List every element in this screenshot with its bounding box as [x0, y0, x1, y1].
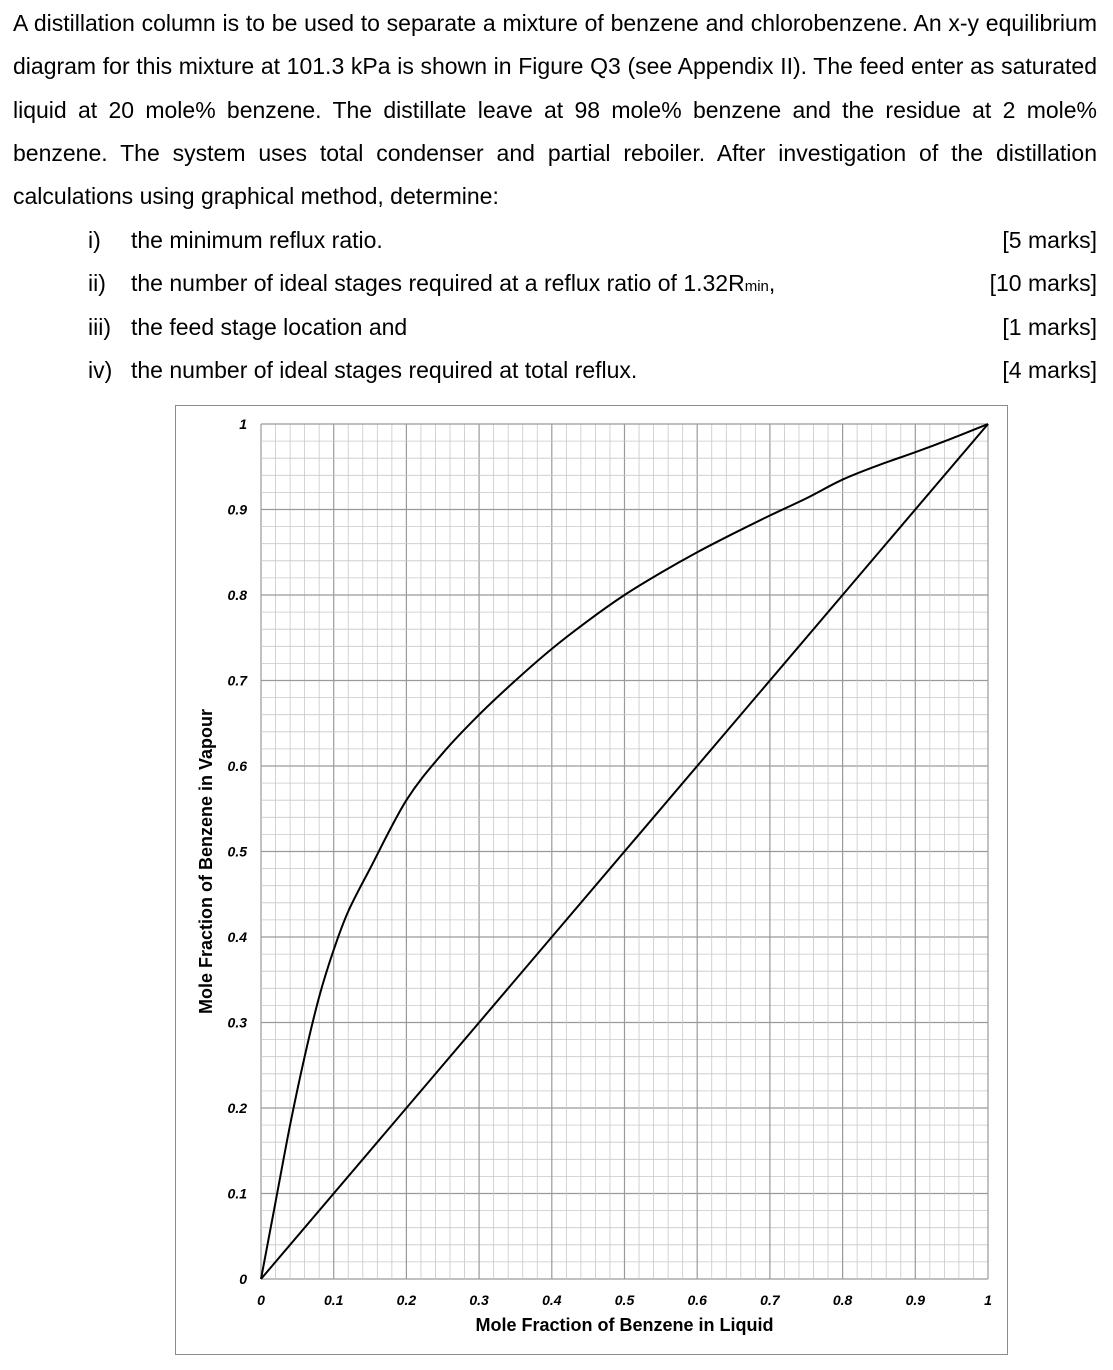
x-tick-label: 0.7: [760, 1292, 780, 1308]
x-tick-label: 0.3: [469, 1292, 489, 1308]
item-suffix: ,: [768, 270, 776, 297]
item-text: the minimum reflux ratio.: [131, 227, 383, 253]
y-tick-label: 0.6: [227, 758, 247, 774]
x-tick-label: 0.9: [905, 1292, 926, 1308]
item-marks: [5 marks]: [1002, 227, 1097, 253]
item-text: the number of ideal stages required at a reflux ratio of 1.32R: [131, 270, 745, 297]
question-paragraph: A distillation column is to be used to separate a mixture of benzene and chlorobenzene. An x-y equilibrium diagram for this mixture at 101.3 kPa is shown in Figure Q3 (see Appendix II). The feed enter as saturated liquid at 20 mole% benzene. The distillate leave at 98 mole% benzene and the residue at 2 mole% benzene. The system uses total condenser and partial reboiler. After investigation of the distillation calculations using graphical method, determine:: [13, 10, 1097, 210]
xy-equilibrium-chart: [176, 406, 1006, 1353]
x-axis-title: Mole Fraction of Benzene in Liquid: [475, 1315, 774, 1335]
question-items: [13, 219, 1097, 392]
question-item-2: [13, 262, 1097, 305]
y-axis-title: Mole Fraction of Benzene in Vapour: [196, 708, 216, 1015]
item-number: iv): [88, 356, 113, 383]
figure-frame: [175, 405, 1008, 1355]
item-subscript: min: [744, 278, 769, 296]
item-marks: [4 marks]: [1002, 356, 1097, 383]
y-tick-label: 0.8: [227, 587, 247, 603]
y-tick-label: 0.2: [227, 1100, 247, 1116]
y-tick-label: 0.3: [227, 1014, 247, 1031]
item-text: the feed stage location and: [131, 313, 408, 340]
y-tick-label: 0.1: [227, 1185, 247, 1202]
question-text: [13, 2, 1097, 383]
x-tick-label: 0: [257, 1292, 265, 1308]
y-tick-label: 0.7: [227, 672, 247, 689]
y-tick-label: 0: [239, 1271, 247, 1287]
x-tick-label: 0.5: [614, 1292, 635, 1308]
y-tick-label: 0.4: [227, 929, 247, 945]
item-marks: [1 marks]: [1002, 313, 1097, 340]
x-tick-label: 0.2: [396, 1292, 417, 1308]
y-tick-label: 1: [239, 416, 247, 432]
x-tick-label: 0.6: [687, 1292, 707, 1308]
item-number: iii): [88, 313, 111, 340]
item-number: ii): [88, 270, 106, 297]
y-tick-label: 0.5: [227, 843, 247, 860]
x-tick-label: 0.8: [832, 1292, 853, 1308]
x-tick-label: 0.4: [542, 1292, 562, 1308]
question-item-1: [13, 219, 1097, 262]
question-item-3: [13, 306, 1097, 349]
y-tick-label: 0.9: [227, 501, 247, 518]
x-tick-label: 0.1: [323, 1292, 344, 1308]
item-text-wrap: [131, 262, 775, 308]
item-number: i): [88, 227, 101, 253]
item-text: the number of ideal stages required at total reflux.: [131, 356, 638, 383]
item-marks: [10 marks]: [989, 270, 1097, 297]
question-item-4: [13, 349, 1097, 392]
x-tick-label: 1: [984, 1292, 992, 1308]
